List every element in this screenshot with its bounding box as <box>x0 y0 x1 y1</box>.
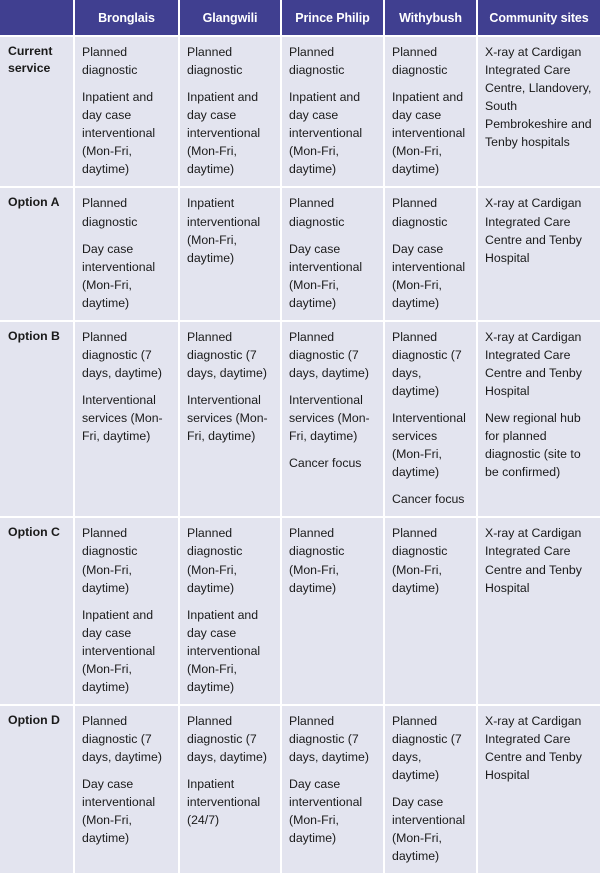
cell-text-line: X-ray at Cardigan Integrated Care Centre, Llandovery, South Pembrokeshire and Tenby hospitals <box>485 45 592 150</box>
cell-text-line: Inpatient and day case interventional (Mon-Fri, daytime) <box>289 90 363 177</box>
cell-option-c-glangwili <box>180 518 282 706</box>
cell-current-service-community-sites <box>478 37 600 188</box>
cell-paragraphs <box>289 524 376 596</box>
cell-text-line: Day case interventional (Mon-Fri, daytime) <box>289 777 363 846</box>
cell-option-b-community-sites <box>478 322 600 519</box>
cell-text-line: Planned diagnostic <box>392 196 448 229</box>
cell-paragraphs <box>485 328 593 482</box>
cell-text-line: X-ray at Cardigan Integrated Care Centre and Tenby Hospital <box>485 526 582 595</box>
cell-text-line: Day case interventional (Mon-Fri, daytime) <box>392 241 466 310</box>
cell-option-c-bronglais <box>75 518 180 706</box>
cell-option-a-withybush <box>385 188 478 321</box>
cell-option-b-bronglais <box>75 322 180 519</box>
cell-text-line: Planned diagnostic <box>392 45 448 78</box>
cell-paragraphs <box>187 524 273 696</box>
cell-current-service-glangwili <box>180 37 282 188</box>
cell-option-d-prince-philip <box>282 706 385 873</box>
cell-option-b-withybush <box>385 322 478 519</box>
cell-paragraphs <box>392 194 469 311</box>
cell-paragraphs <box>82 712 171 847</box>
cell-option-c-withybush <box>385 518 478 706</box>
cell-text-line: Planned diagnostic (7 days, daytime) <box>187 713 267 765</box>
cell-paragraphs <box>392 712 469 866</box>
cell-option-a-bronglais <box>75 188 180 321</box>
cell-current-service-bronglais <box>75 37 180 188</box>
cell-option-d-community-sites <box>478 706 600 873</box>
cell-paragraphs <box>392 328 469 509</box>
cell-text-line: Planned diagnostic (7 days, daytime) <box>187 329 267 380</box>
cell-option-d-bronglais <box>75 706 180 873</box>
cell-text-line: Inpatient and day case interventional (Mon-Fri, daytime) <box>187 90 261 177</box>
column-header-community-sites: Community sites <box>478 0 600 37</box>
cell-text-line: Interventional services (Mon-Fri, daytime) <box>82 393 163 444</box>
cell-text-line: Planned diagnostic <box>82 196 138 229</box>
cell-text-line: Planned diagnostic (7 days, daytime) <box>289 329 369 380</box>
table-row <box>0 518 600 706</box>
cell-text-line: Cancer focus <box>392 492 465 507</box>
cell-paragraphs <box>485 43 593 151</box>
cell-text-line: Cancer focus <box>289 456 362 471</box>
cell-text-line: Planned diagnostic (7 days, daytime) <box>392 713 462 783</box>
row-label-option-a: Option A <box>0 188 75 321</box>
cell-text-line: Inpatient and day case interventional (Mon-Fri, daytime) <box>82 90 156 177</box>
table-corner-cell <box>0 0 75 37</box>
cell-option-a-prince-philip <box>282 188 385 321</box>
cell-text-line: Inpatient and day case interventional (Mon-Fri, daytime) <box>82 607 156 694</box>
cell-paragraphs <box>485 194 593 266</box>
cell-text-line: Interventional services (Mon-Fri, daytime) <box>187 393 268 444</box>
cell-text-line: Planned diagnostic (Mon-Fri, daytime) <box>392 526 448 595</box>
table-row <box>0 188 600 321</box>
cell-text-line: Planned diagnostic (7 days, daytime) <box>82 713 162 765</box>
cell-text-line: Day case interventional (Mon-Fri, daytime) <box>82 777 156 846</box>
cell-option-c-prince-philip <box>282 518 385 706</box>
cell-text-line: Interventional services (Mon-Fri, daytime) <box>289 393 370 444</box>
row-label-option-c: Option C <box>0 518 75 706</box>
cell-text-line: Inpatient interventional (24/7) <box>187 777 261 828</box>
cell-text-line: Day case interventional (Mon-Fri, daytime) <box>392 795 466 864</box>
column-header-withybush: Withybush <box>385 0 478 37</box>
cell-paragraphs <box>289 328 376 472</box>
cell-paragraphs <box>485 524 593 596</box>
table-body <box>0 37 600 873</box>
table-header <box>0 0 600 37</box>
column-header-bronglais: Bronglais <box>75 0 180 37</box>
cell-text-line: Inpatient and day case interventional (Mon-Fri, daytime) <box>392 90 466 177</box>
cell-paragraphs <box>82 328 171 445</box>
cell-paragraphs <box>289 194 376 311</box>
cell-current-service-withybush <box>385 37 478 188</box>
cell-paragraphs <box>289 712 376 847</box>
cell-text-line: Planned diagnostic (Mon-Fri, daytime) <box>82 526 138 595</box>
cell-paragraphs <box>82 524 171 696</box>
cell-text-line: Planned diagnostic <box>289 196 345 229</box>
cell-text-line: Planned diagnostic (7 days, daytime) <box>82 329 162 380</box>
table-header-row <box>0 0 600 37</box>
cell-text-line: Planned diagnostic (7 days, daytime) <box>289 713 369 765</box>
cell-paragraphs <box>82 194 171 311</box>
cell-text-line: X-ray at Cardigan Integrated Care Centre and Tenby Hospital <box>485 196 582 265</box>
cell-text-line: Planned diagnostic <box>289 45 345 78</box>
cell-text-line: Day case interventional (Mon-Fri, daytime) <box>82 241 156 310</box>
cell-paragraphs <box>392 524 469 596</box>
cell-paragraphs <box>82 43 171 178</box>
cell-current-service-prince-philip <box>282 37 385 188</box>
cell-text-line: New regional hub for planned diagnostic (site to be confirmed) <box>485 411 581 480</box>
cell-text-line: Planned diagnostic (Mon-Fri, daytime) <box>187 526 243 595</box>
column-header-glangwili: Glangwili <box>180 0 282 37</box>
cell-paragraphs <box>485 712 593 784</box>
column-header-prince-philip: Prince Philip <box>282 0 385 37</box>
cell-option-b-prince-philip <box>282 322 385 519</box>
cell-text-line: X-ray at Cardigan Integrated Care Centre and Tenby Hospital <box>485 329 582 398</box>
cell-text-line: Planned diagnostic <box>187 45 243 78</box>
cell-paragraphs <box>187 712 273 829</box>
cell-text-line: Inpatient interventional (Mon-Fri, daytime) <box>187 196 261 265</box>
row-label-option-b: Option B <box>0 322 75 519</box>
cell-option-a-community-sites <box>478 188 600 321</box>
cell-option-d-withybush <box>385 706 478 873</box>
cell-text-line: X-ray at Cardigan Integrated Care Centre and Tenby Hospital <box>485 713 582 783</box>
cell-paragraphs <box>187 194 273 266</box>
cell-option-d-glangwili <box>180 706 282 873</box>
row-label-current-service: Current service <box>0 37 75 188</box>
cell-text-line: Planned diagnostic (7 days, daytime) <box>392 329 462 398</box>
cell-option-c-community-sites <box>478 518 600 706</box>
cell-text-line: Inpatient and day case interventional (Mon-Fri, daytime) <box>187 607 261 694</box>
cell-paragraphs <box>187 43 273 178</box>
table-row <box>0 37 600 188</box>
cell-option-a-glangwili <box>180 188 282 321</box>
cell-text-line: Planned diagnostic <box>82 45 138 78</box>
table-row <box>0 706 600 873</box>
row-label-option-d: Option D <box>0 706 75 873</box>
cell-paragraphs <box>392 43 469 178</box>
table-row <box>0 322 600 519</box>
cell-paragraphs <box>289 43 376 178</box>
cell-option-b-glangwili <box>180 322 282 519</box>
cell-paragraphs <box>187 328 273 445</box>
cell-text-line: Planned diagnostic (Mon-Fri, daytime) <box>289 526 345 595</box>
cell-text-line: Interventional services (Mon-Fri, daytime) <box>392 411 466 480</box>
cell-text-line: Day case interventional (Mon-Fri, daytime) <box>289 241 363 310</box>
